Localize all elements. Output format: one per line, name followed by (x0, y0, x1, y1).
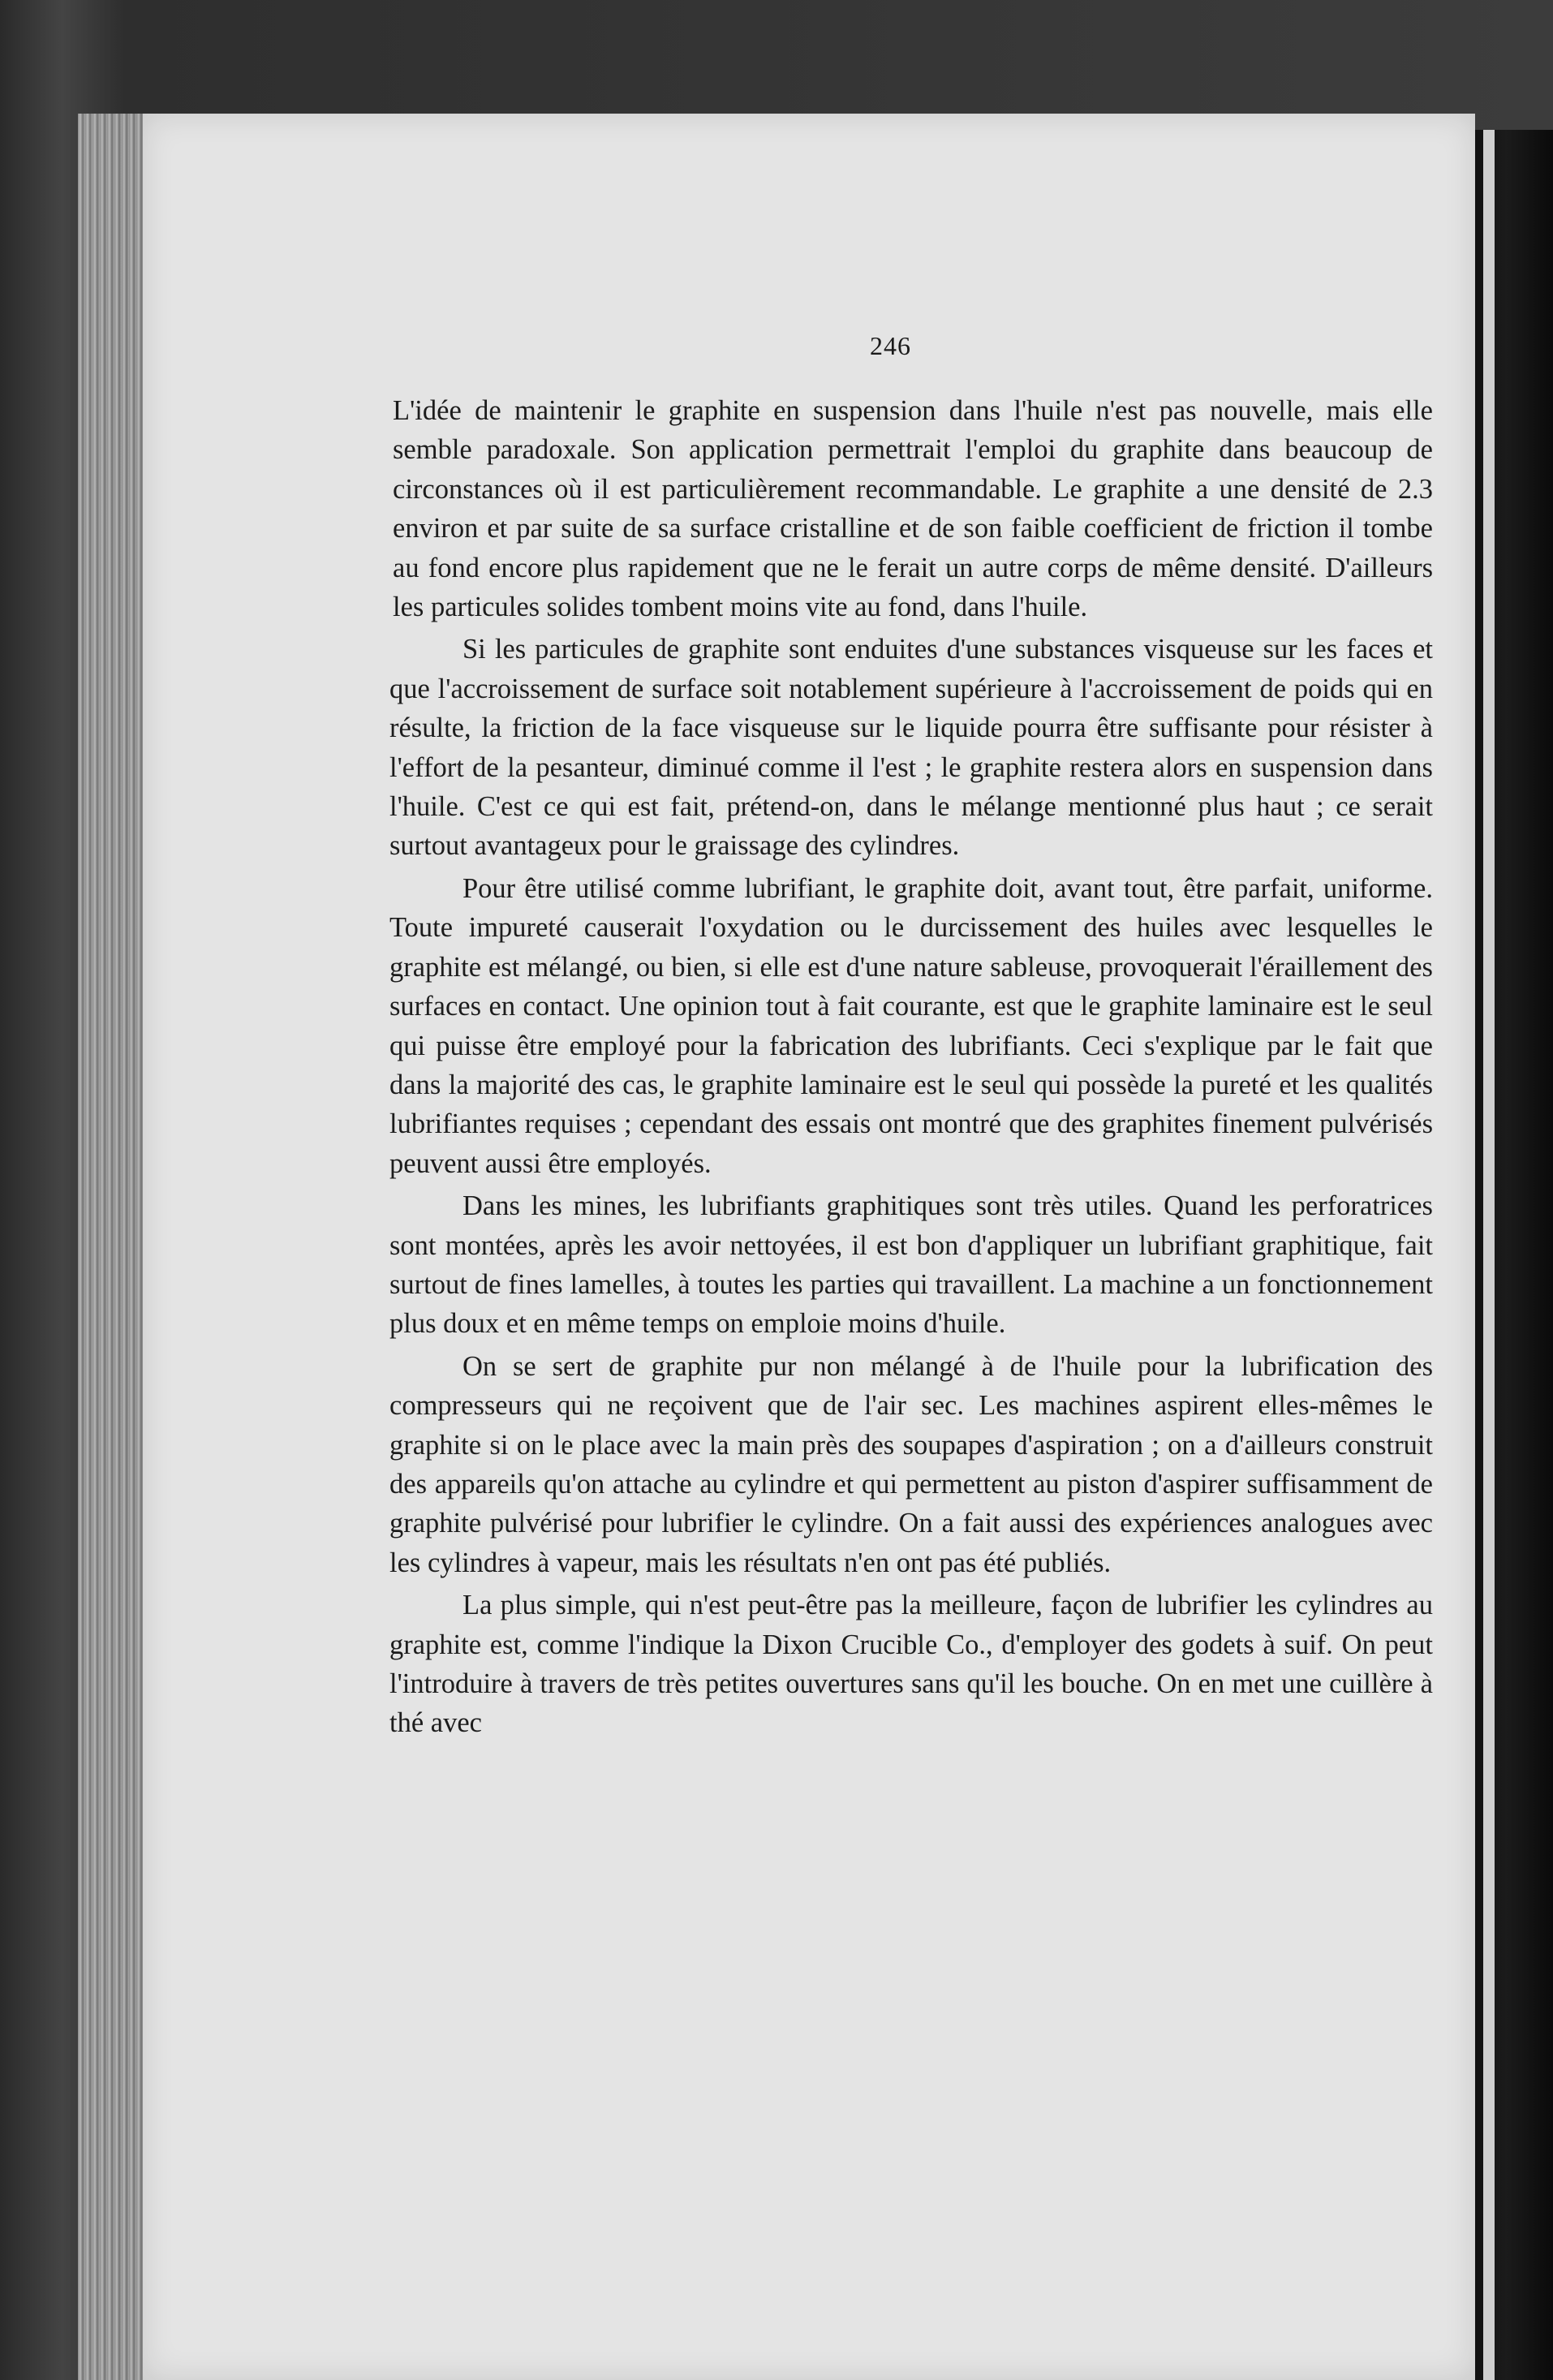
page-number: 246 (870, 331, 911, 360)
adjacent-page-edge (1483, 130, 1495, 2380)
paragraph: Pour être utilisé comme lubrifiant, le graphite doit, avant tout, être parfait, uniforme. Toute impureté causerait l'oxydation ou le durcissement des huiles avec lesquelles le graphite est mélangé, ou bien, si elle est d'une nature sableuse, provoquerait l'éraillement des surfaces en contact. Une opinion tout à fait courante, est que le graphite laminaire est le seul qui puisse être employé pour la fabrication des lubrifiants. Ceci s'explique par le fait que dans la majorité des cas, le graphite laminaire est le seul qui possède la pureté et les qualités lubrifiantes requises ; cependant des essais ont montré que des graphites finement pulvérisés peuvent aussi être employés. (389, 872, 1433, 1179)
paragraph: L'idée de maintenir le graphite en suspension dans l'huile n'est pas nouvelle, mais elle semble paradoxale. Son application permettrait l'emploi du graphite dans beaucoup de circonstances où il est particulièrement recommandable. Le graphite a une densité de 2.3 environ et par suite de sa surface cristalline et de son faible coefficient de friction il tombe au fond encore plus rapidement que ne le ferait un autre corps de même densité. D'ailleurs les particules solides tombent moins vite au fond, dans l'huile. (393, 395, 1433, 623)
paragraph: Si les particules de graphite sont enduites d'une substances visqueuse sur les faces et que l'accroissement de surface soit notablement supérieure à l'accroissement de poids qui en résulte, la friction de la face visqueuse sur le liquide pourra être suffisante pour résister à l'effort de la pesanteur, diminué comme il l'est ; le graphite restera alors en suspension dans l'huile. C'est ce qui est fait, prétend-on, dans le mélange mentionné plus haut ; ce serait surtout avantageux pour le graissage des cylindres. (389, 634, 1433, 862)
paragraph: La plus simple, qui n'est peut-être pas la meilleure, façon de lubrifier les cylindres au graphite est, comme l'indique la Dixon Crucible Co., d'employer des godets à suif. On peut l'introduire à travers de très petites ouvertures sans qu'il les bouche. On en met une cuillère à thé avec (389, 1590, 1433, 1739)
body-text (389, 391, 1433, 1743)
paragraph: Dans les mines, les lubrifiants graphitiques sont très utiles. Quand les perforatrices sont montées, après les avoir nettoyées, il est bon d'appliquer un lubrifiant graphitique, fait surtout de fines lamelles, à toutes les parties qui travaillent. La machine a un fonctionnement plus doux et en même temps on emploie moins d'huile. (389, 1190, 1433, 1340)
paragraph: On se sert de graphite pur non mélangé à de l'huile pour la lubrification des compresseurs qui ne reçoivent que de l'air sec. Les machines aspirent elles-mêmes le graphite si on le place avec la main près des soupapes d'aspiration ; on a d'ailleurs construit des appareils qu'on attache au cylindre et qui permettent au piston d'aspirer suffisamment de graphite pulvérisé pour lubrifier le cylindre. On a fait aussi des expériences analogues avec les cylindres à vapeur, mais les résultats n'en ont pas été publiés. (389, 1350, 1433, 1578)
book-gutter-edge (78, 114, 143, 2380)
